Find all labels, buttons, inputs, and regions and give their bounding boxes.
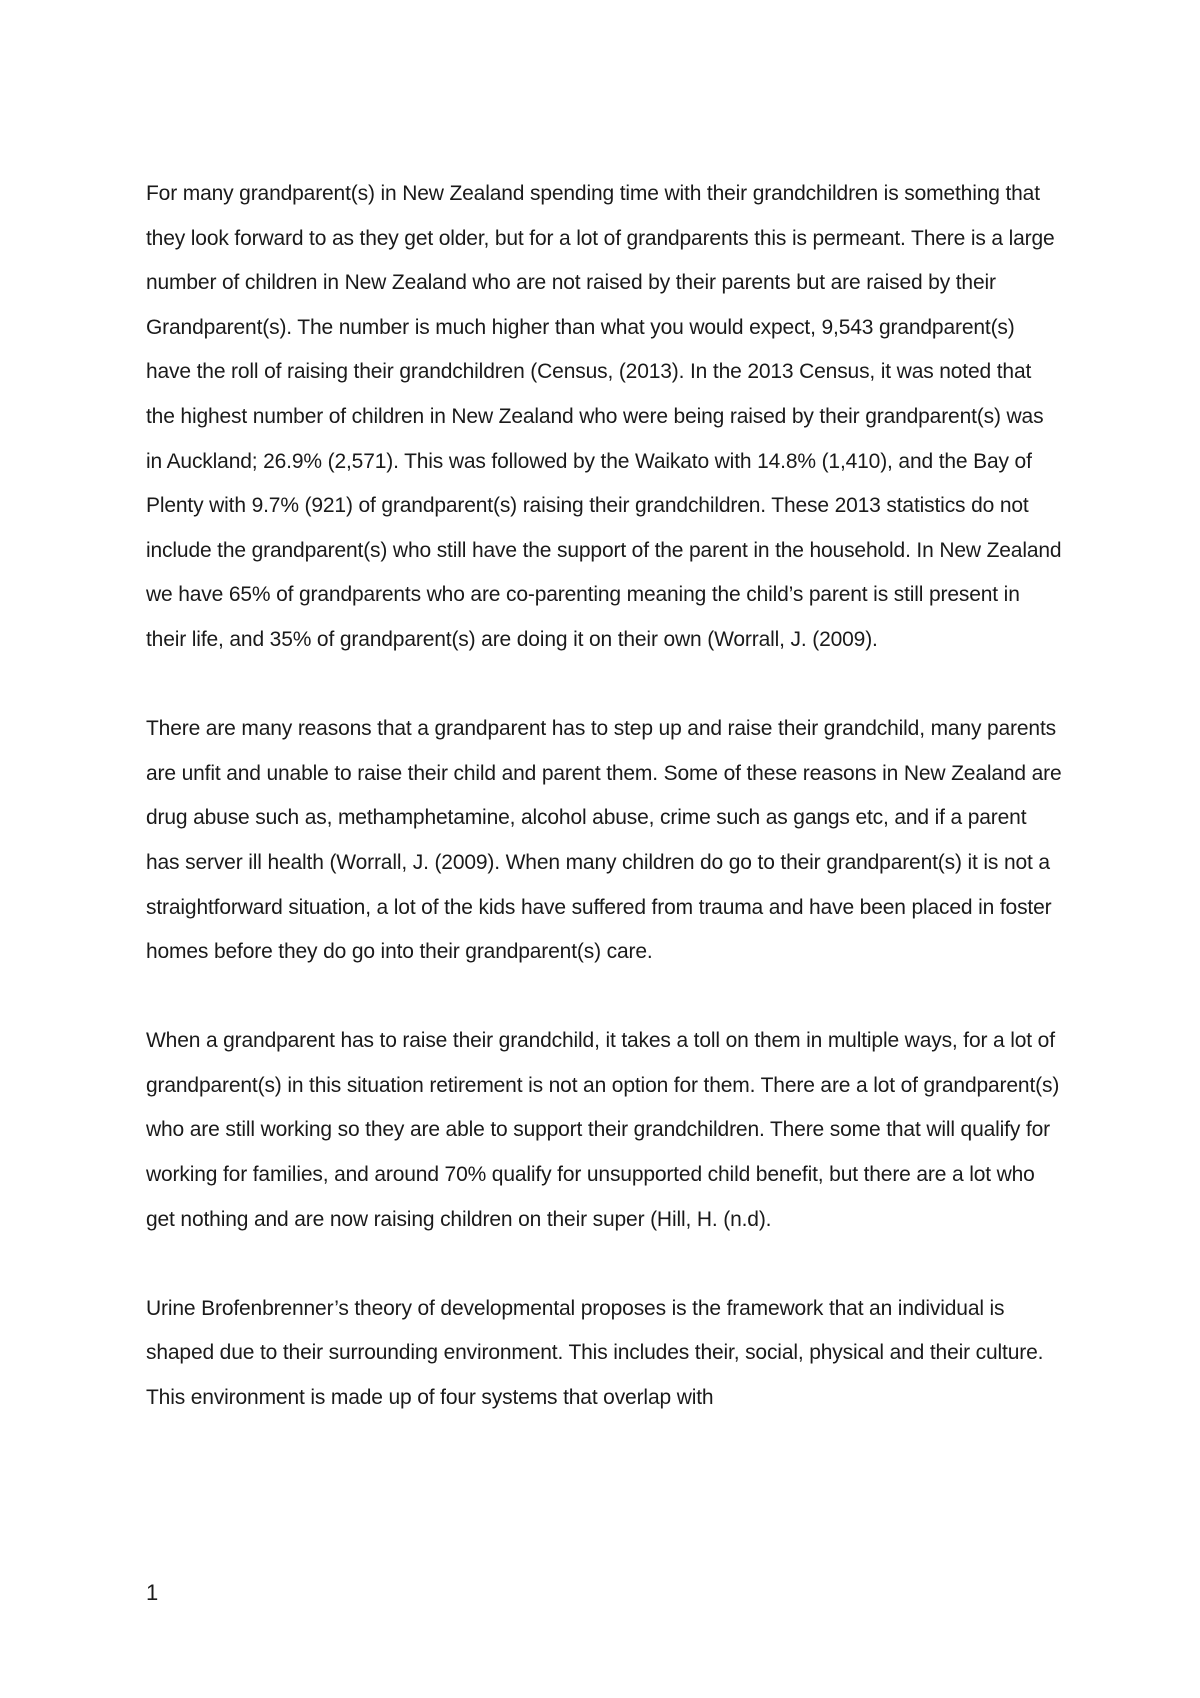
body-text — [146, 172, 1064, 1465]
paragraph-4: Urine Brofenbrenner’s theory of developmental proposes is the framework that an individual is shaped due to their surrounding environment. This includes their, social, physical and their culture. This environment is made up of four systems that overlap with — [146, 1296, 1044, 1410]
page-number: 1 — [146, 1580, 159, 1605]
paragraph-1: For many grandparent(s) in New Zealand spending time with their grandchildren is something that they look forward to as they get older, but for a lot of grandparents this is permeant. There is a large number of children in New Zealand who are not raised by their parents but are raised by their Grandparent(s). The number is much higher than what you would expect, 9,543 grandparent(s) have the roll of raising their grandchildren (Census, (2013). In the 2013 Census, it was noted that the highest number of children in New Zealand who were being raised by their grandparent(s) was in Auckland; 26.9% (2,571). This was followed by the Waikato with 14.8% (1,410), and the Bay of Plenty with 9.7% (921) of grandparent(s) raising their grandchildren. These 2013 statistics do not include the grandparent(s) who still have the support of the parent in the household. In New Zealand we have 65% of grandparents who are co-parenting meaning the child’s parent is still present in their life, and 35% of grandparent(s) are doing it on their own (Worrall, J. (2009). — [146, 182, 1062, 651]
paragraph-3: When a grandparent has to raise their grandchild, it takes a toll on them in multiple ways, for a lot of grandparent(s) in this situation retirement is not an option for them. There are a lot of grandparent(s) who are still working so they are able to support their grandchildren. There some that will qualify for working for families, and around 70% qualify for unsupported child benefit, but there are a lot who get nothing and are now raising children on their super (Hill, H. (n.d). — [146, 1029, 1060, 1231]
paragraph-2: There are many reasons that a grandparent has to step up and raise their grandchild, many parents are unfit and unable to raise their child and parent them. Some of these reasons in New Zealand are drug abuse such as, methamphetamine, alcohol abuse, crime such as gangs etc, and if a parent has server ill health (Worrall, J. (2009). When many children do go to their grandparent(s) it is not a straightforward situation, a lot of the kids have suffered from trauma and have been placed in foster homes before they do go into their grandparent(s) care. — [146, 717, 1062, 964]
